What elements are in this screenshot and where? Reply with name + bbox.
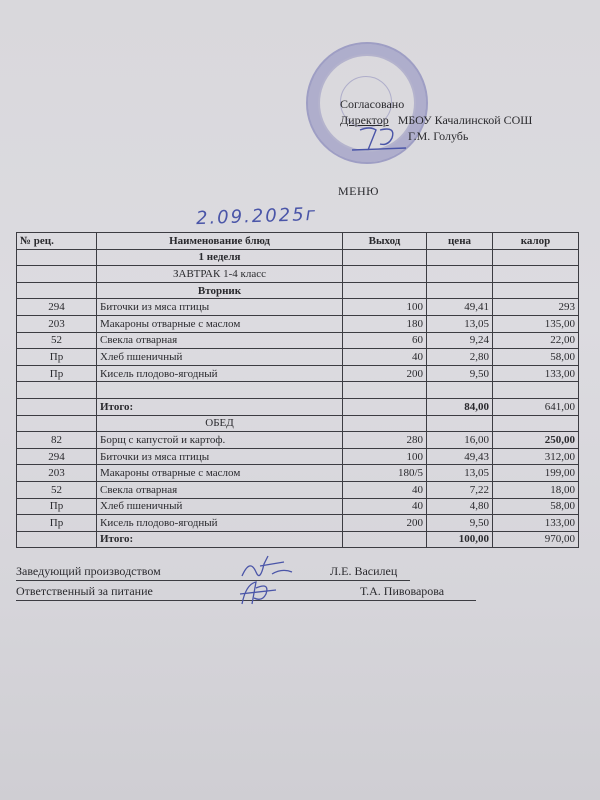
table-row: [17, 266, 579, 283]
breakfast-title: ЗАВТРАК 1-4 класс: [97, 266, 343, 283]
table-row: 52 Свекла отварная 60 9,24 22,00: [17, 332, 579, 349]
table-row: Пр Кисель плодово-ягодный 200 9,50 133,00: [17, 515, 579, 532]
table-row: 52 Свекла отварная 40 7,22 18,00: [17, 481, 579, 498]
table-row: 294 Биточки из мяса птицы 100 49,43 312,00: [17, 448, 579, 465]
header-price: цена: [427, 233, 493, 250]
responsible-signature: [236, 576, 282, 610]
responsible-name: Т.А. Пивоварова: [360, 584, 445, 598]
table-row: 82 Борщ с капустой и картоф. 280 16,00 250,00: [17, 432, 579, 449]
table-row: Пр Кисель плодово-ягодный 200 9,50 133,00: [17, 365, 579, 382]
header-kcal: калор: [493, 233, 579, 250]
lunch-total-price: 100,00: [427, 531, 493, 548]
table-row: 203 Макароны отварные с маслом 180/5 13,05 199,00: [17, 465, 579, 482]
header-output: Выход: [343, 233, 427, 250]
table-row: [17, 415, 579, 432]
lunch-total-row: [17, 531, 579, 548]
table-row: [17, 249, 579, 266]
breakfast-total-kcal: 641,00: [493, 398, 579, 415]
responsible-label: Ответственный за питание: [16, 584, 153, 598]
lunch-total-kcal: 970,00: [493, 531, 579, 548]
document-title: МЕНЮ: [338, 184, 379, 198]
lunch-total-label: Итого:: [97, 531, 343, 548]
director-label: Директор: [340, 113, 389, 127]
table-row: Пр Хлеб пшеничный 40 4,80 58,00: [17, 498, 579, 515]
breakfast-total-price: 84,00: [427, 398, 493, 415]
day-label: Вторник: [97, 282, 343, 299]
table-row: [17, 382, 579, 399]
table-row: 203 Макароны отварные с маслом 180 13,05 135,00: [17, 315, 579, 332]
menu-table: [16, 232, 579, 548]
school-name: МБОУ Качалинской СОШ: [397, 113, 533, 127]
manager-line: [16, 561, 410, 581]
breakfast-total-row: [17, 398, 579, 415]
header-recipe: № рец.: [17, 233, 97, 250]
manager-name: Л.Е. Василец: [330, 564, 398, 578]
table-row: [17, 282, 579, 299]
table-header-row: [17, 233, 579, 250]
header-dish: Наименование блюд: [97, 233, 343, 250]
manager-label: Заведующий производством: [16, 564, 161, 578]
approval-agreed: Согласовано: [340, 97, 405, 111]
director-signature: [350, 124, 410, 154]
table-row: 294 Биточки из мяса птицы 100 49,41 293: [17, 299, 579, 316]
director-name: Г.М. Голубь: [408, 129, 469, 143]
table-row: Пр Хлеб пшеничный 40 2,80 58,00: [17, 349, 579, 366]
handwritten-date: 2.09.2025г: [195, 203, 318, 230]
lunch-title: ОБЕД: [97, 415, 343, 432]
breakfast-total-label: Итого:: [97, 398, 343, 415]
week-label: 1 неделя: [97, 249, 343, 266]
